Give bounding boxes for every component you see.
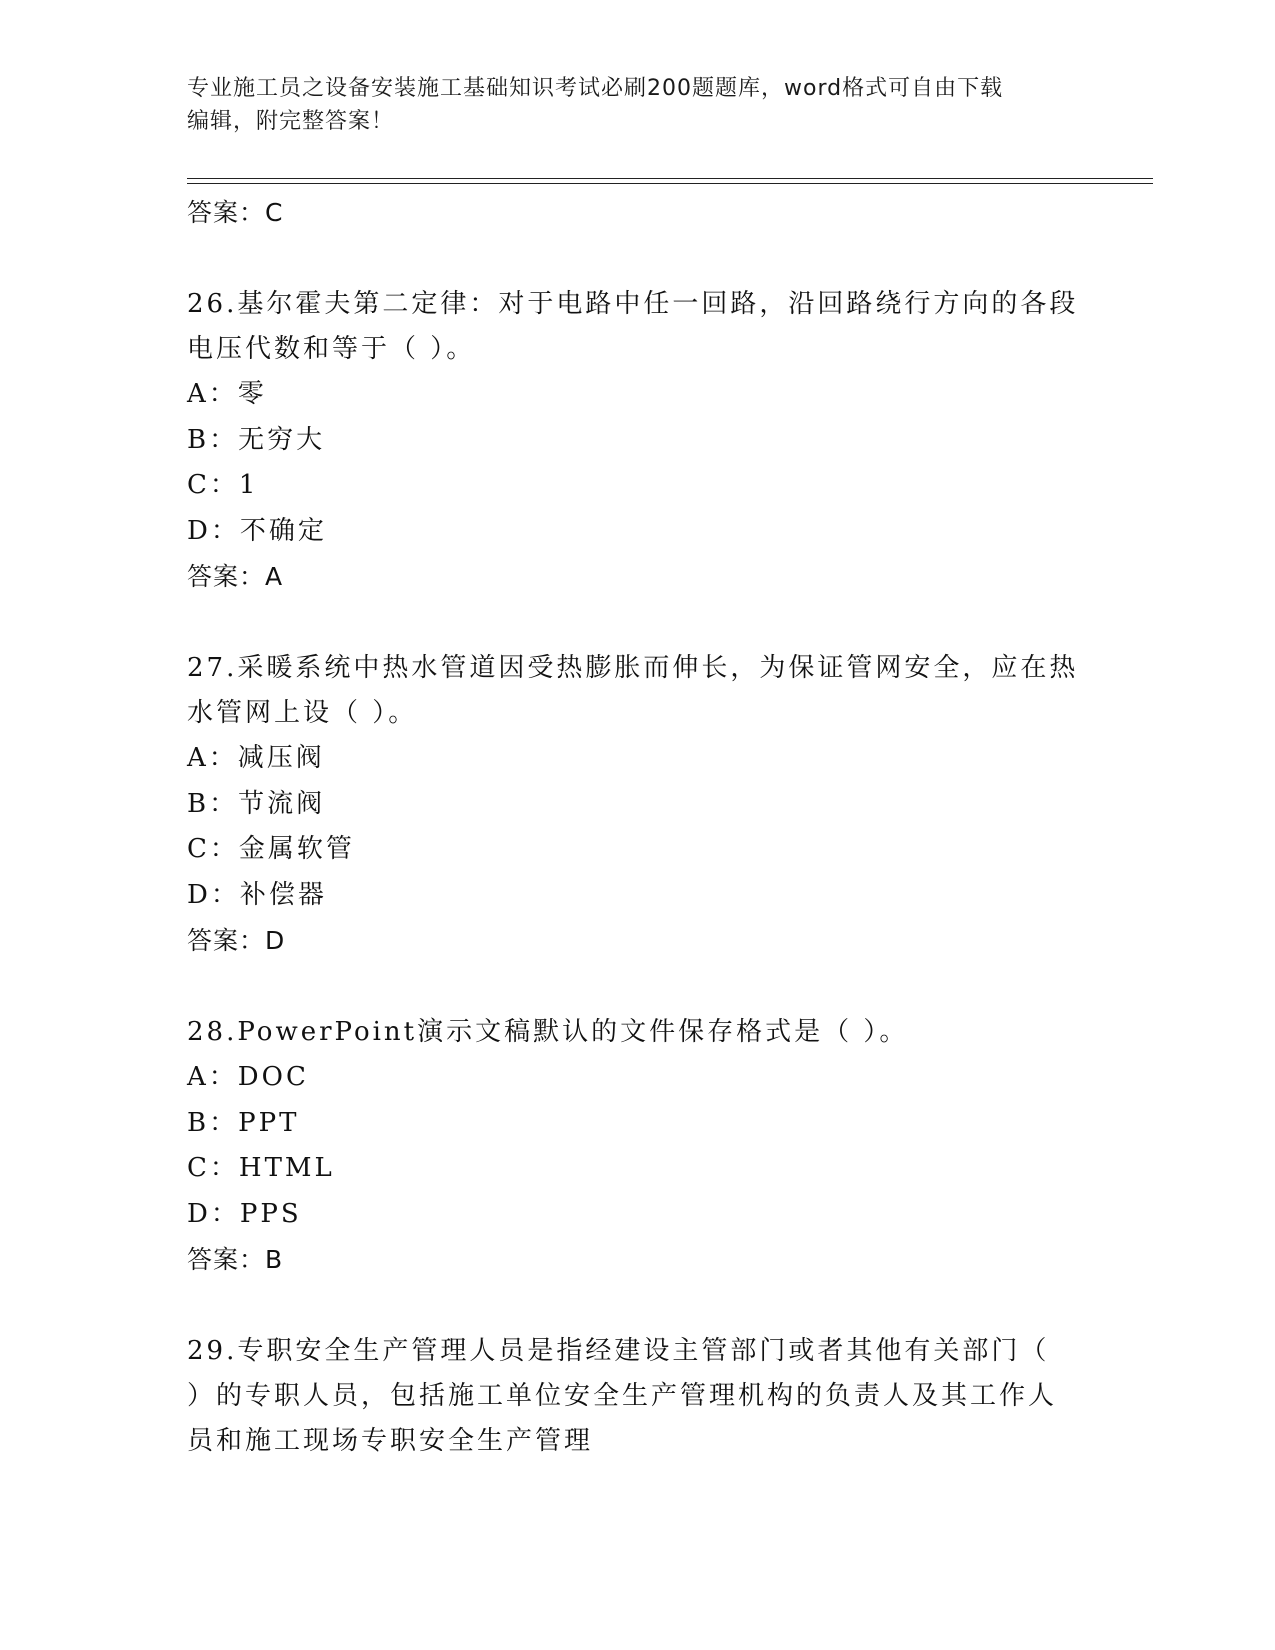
option-d: D：PPS (187, 1198, 302, 1229)
option-b: B：节流阀 (187, 788, 326, 819)
question-29 (187, 1329, 1087, 1464)
option-d: D：补偿器 (187, 879, 327, 910)
question-28 (187, 1010, 1087, 1283)
option-a: A：减压阀 (187, 743, 325, 773)
question-27 (187, 646, 1087, 964)
spacer (187, 600, 1087, 646)
option-c: C：1 (187, 470, 259, 500)
question-text-line: 电压代数和等于（ ）。 (187, 334, 476, 364)
question-text-line: 28.PowerPoint演示文稿默认的文件保存格式是（ ）。 (187, 1017, 909, 1047)
option-c: C：HTML (187, 1153, 335, 1183)
question-text-line: 水管网上设（ ）。 (187, 698, 418, 728)
previous-answer: 答案：C (187, 198, 284, 227)
answer-line: 答案：D (187, 926, 286, 955)
question-text-line: 27.采暖系统中热水管道因受热膨胀而伸长，为保证管网安全，应在热 (187, 653, 1079, 683)
spacer (187, 964, 1087, 1010)
question-text-line: 26.基尔霍夫第二定律：对于电路中任一回路，沿回路绕行方向的各段 (187, 289, 1079, 319)
header-line-2: 编辑，附完整答案！ (187, 109, 395, 134)
option-a: A：DOC (187, 1062, 309, 1092)
question-text-line: ）的专职人员，包括施工单位安全生产管理机构的负责人及其工作人 (187, 1381, 1058, 1411)
question-list (187, 190, 1087, 1464)
option-b: B：无穷大 (187, 424, 326, 455)
question-text-line: 员和施工现场专职安全生产管理 (187, 1426, 594, 1456)
document-header (187, 72, 1087, 138)
option-b: B：PPT (187, 1107, 300, 1138)
header-divider-top (187, 178, 1153, 179)
question-26 (187, 282, 1087, 600)
spacer (187, 1283, 1087, 1329)
spacer (187, 236, 1087, 282)
question-text-line: 29.专职安全生产管理人员是指经建设主管部门或者其他有关部门（ (187, 1336, 1050, 1366)
answer-line: 答案：A (187, 562, 284, 591)
option-a: A：零 (187, 379, 267, 409)
option-c: C：金属软管 (187, 834, 355, 864)
option-d: D：不确定 (187, 515, 327, 546)
header-divider-bottom (187, 183, 1153, 184)
header-line-1: 专业施工员之设备安装施工基础知识考试必刷200题题库，word格式可自由下载 (187, 76, 1004, 101)
answer-line: 答案：B (187, 1245, 284, 1274)
